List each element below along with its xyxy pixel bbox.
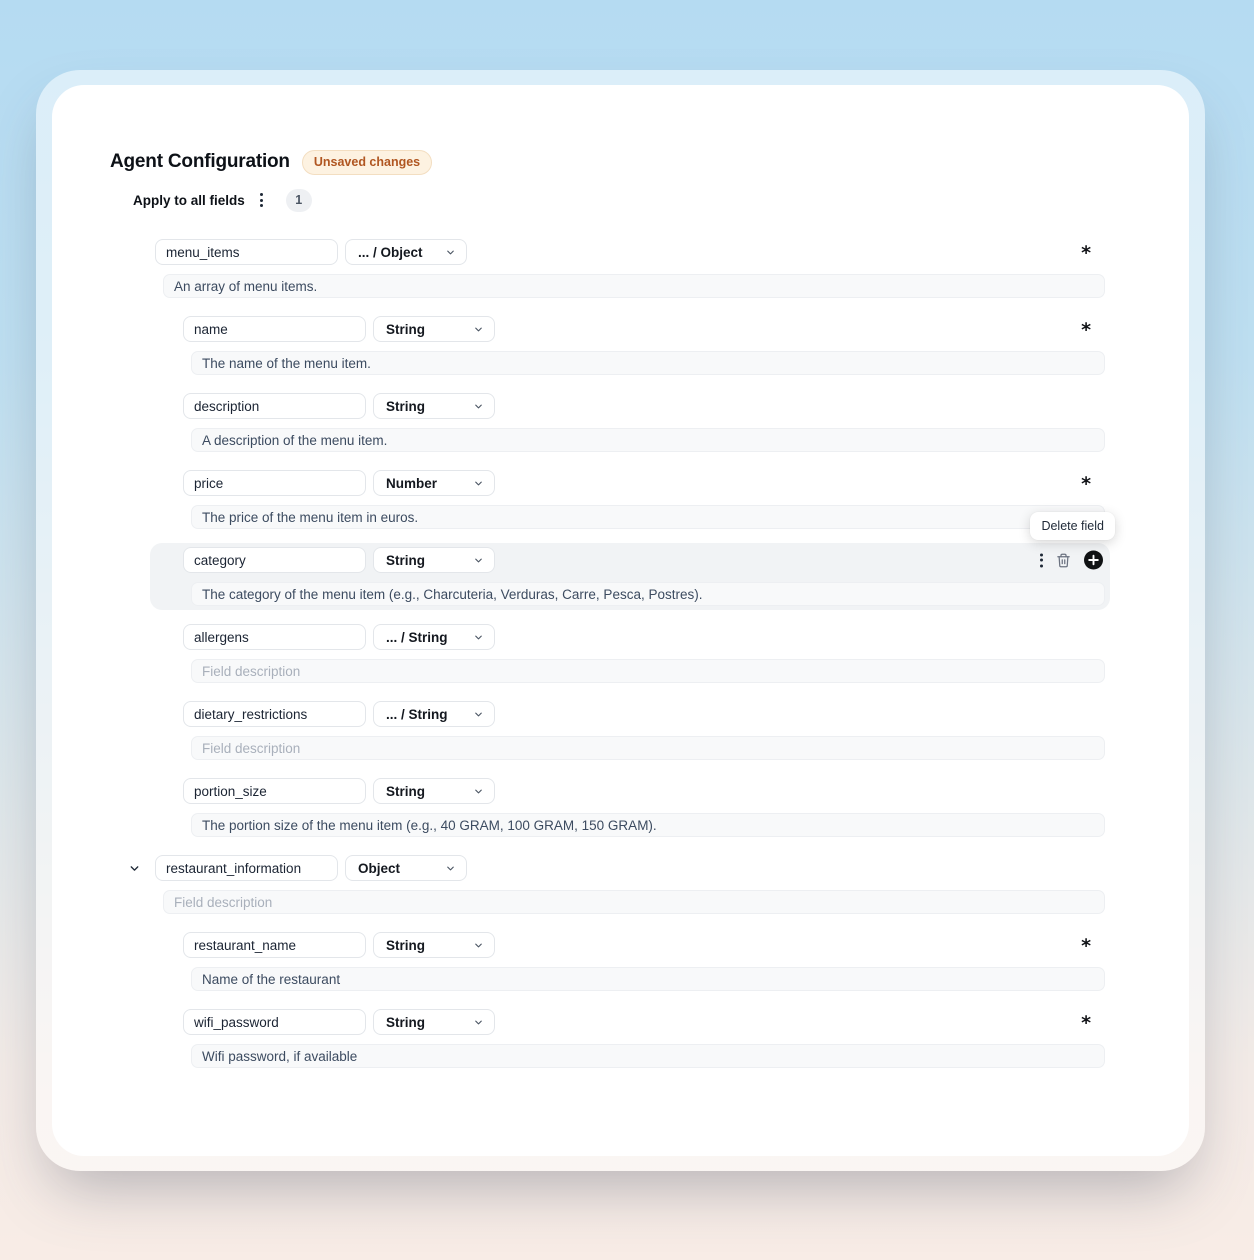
field-type-label: String xyxy=(386,552,425,568)
chevron-down-icon xyxy=(445,247,456,258)
field-type-label: String xyxy=(386,937,425,953)
field-type-select[interactable] xyxy=(373,624,495,650)
field-type-select[interactable] xyxy=(345,855,467,881)
agent-config-card xyxy=(52,85,1189,1156)
field-type-select[interactable] xyxy=(373,393,495,419)
field-type-select[interactable] xyxy=(373,701,495,727)
field-row-restaurant-name xyxy=(150,932,1110,991)
app-window xyxy=(36,70,1205,1171)
field-description-input[interactable] xyxy=(191,736,1105,760)
required-asterisk: * xyxy=(1081,472,1091,495)
field-description-input[interactable] xyxy=(163,890,1105,914)
field-name-input[interactable] xyxy=(183,547,366,573)
apply-menu-kebab-icon[interactable] xyxy=(260,193,263,207)
required-asterisk: * xyxy=(1081,1011,1091,1034)
field-row-price xyxy=(150,470,1110,529)
field-name-input[interactable] xyxy=(183,701,366,727)
chevron-down-icon xyxy=(473,555,484,566)
schema-field-list xyxy=(150,239,1110,1068)
field-type-select[interactable] xyxy=(373,1009,495,1035)
chevron-down-icon xyxy=(473,786,484,797)
field-name-input[interactable] xyxy=(183,1009,366,1035)
field-row-category-hovered[interactable] xyxy=(150,519,1110,610)
row-menu-kebab-icon[interactable] xyxy=(1040,553,1043,567)
field-type-select[interactable] xyxy=(373,547,495,573)
field-description-input[interactable] xyxy=(191,351,1105,375)
chevron-down-icon xyxy=(473,940,484,951)
field-description-input[interactable] xyxy=(191,428,1105,452)
apply-to-all-fields-label: Apply to all fields xyxy=(133,192,245,208)
collapse-chevron-down-icon[interactable] xyxy=(128,862,141,875)
field-type-label: String xyxy=(386,1014,425,1030)
field-name-input[interactable] xyxy=(183,470,366,496)
chevron-down-icon xyxy=(473,324,484,335)
field-description-input[interactable] xyxy=(191,813,1105,837)
field-description-input[interactable] xyxy=(191,659,1105,683)
field-type-label: ... / Object xyxy=(358,244,423,260)
field-row-restaurant-information xyxy=(150,855,1110,914)
field-name-input[interactable] xyxy=(183,624,366,650)
field-type-label: Object xyxy=(358,860,401,876)
required-asterisk: * xyxy=(1081,318,1091,341)
chevron-down-icon xyxy=(473,632,484,643)
field-description-input[interactable] xyxy=(163,274,1105,298)
required-asterisk: * xyxy=(1081,934,1091,957)
field-name-input[interactable] xyxy=(183,932,366,958)
field-row-dietary-restrictions xyxy=(150,701,1110,760)
field-type-label: String xyxy=(386,783,425,799)
field-row-menu-items xyxy=(150,239,1110,298)
field-row-allergens xyxy=(150,624,1110,683)
field-description-input[interactable] xyxy=(191,967,1105,991)
field-type-label: String xyxy=(386,321,425,337)
chevron-down-icon xyxy=(473,478,484,489)
field-row-portion-size xyxy=(150,778,1110,837)
field-row-name xyxy=(150,316,1110,375)
field-type-label: ... / String xyxy=(386,706,448,722)
chevron-down-icon xyxy=(473,1017,484,1028)
field-type-select[interactable] xyxy=(345,239,467,265)
required-asterisk: * xyxy=(1081,241,1091,264)
delete-field-trash-icon[interactable] xyxy=(1056,552,1071,568)
chevron-down-icon xyxy=(473,709,484,720)
chevron-down-icon xyxy=(445,863,456,874)
field-description-input[interactable] xyxy=(191,1044,1105,1068)
unsaved-changes-badge: Unsaved changes xyxy=(302,150,432,175)
field-name-input[interactable] xyxy=(183,316,366,342)
field-name-input[interactable] xyxy=(183,778,366,804)
field-type-select[interactable] xyxy=(373,316,495,342)
field-type-select[interactable] xyxy=(373,778,495,804)
page-title: Agent Configuration xyxy=(110,151,290,172)
chevron-down-icon xyxy=(473,401,484,412)
field-type-label: Number xyxy=(386,475,438,491)
field-row-wifi-password xyxy=(150,1009,1110,1068)
field-count-badge: 1 xyxy=(286,189,312,212)
field-description-input[interactable] xyxy=(191,582,1105,606)
field-type-label: ... / String xyxy=(386,629,448,645)
field-name-input[interactable] xyxy=(155,239,338,265)
delete-field-tooltip: Delete field xyxy=(1030,512,1115,540)
add-field-plus-icon[interactable] xyxy=(1084,551,1103,570)
field-type-label: String xyxy=(386,398,425,414)
field-name-input[interactable] xyxy=(183,393,366,419)
field-description-input[interactable] xyxy=(191,505,1105,529)
field-type-select[interactable] xyxy=(373,932,495,958)
field-name-input[interactable] xyxy=(155,855,338,881)
field-type-select[interactable] xyxy=(373,470,495,496)
field-row-description xyxy=(150,393,1110,452)
